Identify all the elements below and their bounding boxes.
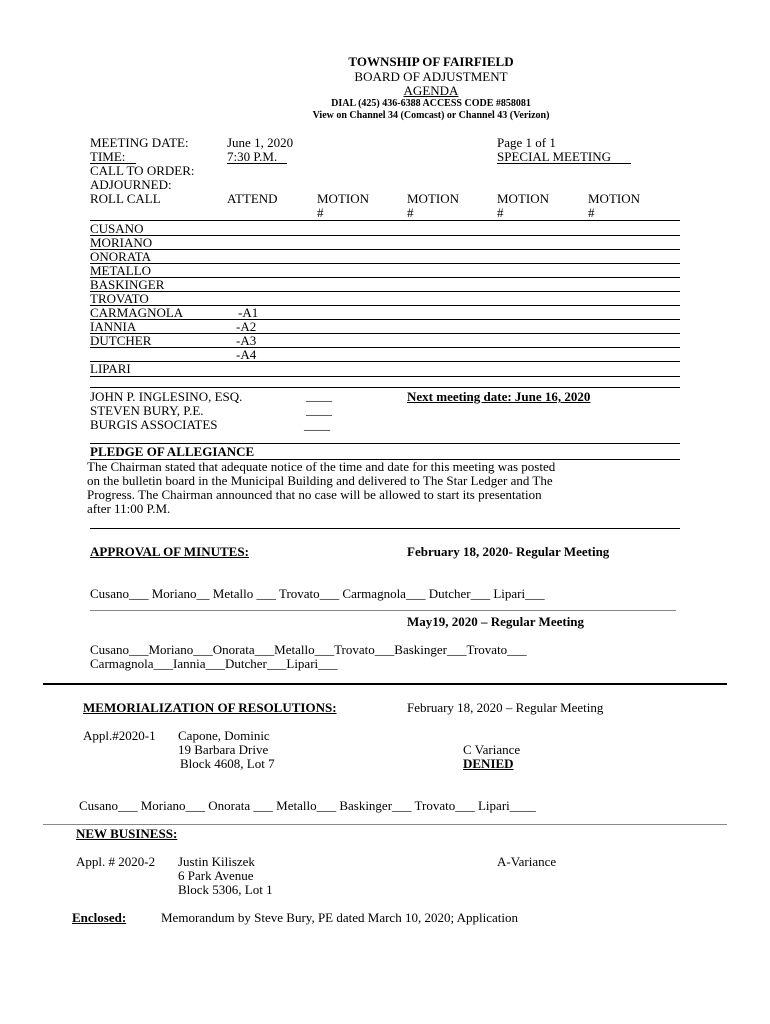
motion-hash-3: # xyxy=(497,205,504,220)
roll-member: CUSANO xyxy=(90,221,144,236)
roll-call-label: ROLL CALL xyxy=(90,191,161,206)
professional-engineer: STEVEN BURY, P.E. xyxy=(90,403,204,418)
decision-denied: DENIED xyxy=(463,756,514,771)
pledge-text-line: Progress. The Chairman announced that no case will be allowed to start its presentation xyxy=(87,487,542,502)
dial-info: DIAL (425) 436-6388 ACCESS CODE #858081 xyxy=(331,98,531,109)
memorialization-vote: Cusano___ Moriano___ Onorata ___ Metallo___ Baskinger___ Trovato___ Lipari____ xyxy=(79,798,536,813)
meeting-date-value: June 1, 2020 xyxy=(227,135,294,150)
attendance-blank: ____ xyxy=(306,388,332,403)
roll-member: BASKINGER xyxy=(90,277,165,292)
title-township: TOWNSHIP OF FAIRFIELD xyxy=(348,54,514,69)
minutes-vote-1: Cusano___ Moriano__ Metallo ___ Trovato___ Carmagnola___ Dutcher___ Lipari___ xyxy=(90,586,545,601)
roll-member: METALLO xyxy=(90,263,152,278)
application-number: Appl. # 2020-2 xyxy=(76,854,156,869)
time-label: TIME: xyxy=(90,149,126,164)
roll-member: LIPARI xyxy=(90,361,131,376)
special-meeting: SPECIAL MEETING xyxy=(497,149,611,164)
new-business-heading: NEW BUSINESS: xyxy=(76,826,178,841)
next-meeting-date: Next meeting date: June 16, 2020 xyxy=(407,389,591,404)
attend-header: ATTEND xyxy=(227,191,278,206)
variance-type: C Variance xyxy=(463,742,521,757)
motion-hash-4: # xyxy=(588,205,595,220)
pledge-text-line: The Chairman stated that adequate notice of the time and date for this meeting was posted xyxy=(87,459,556,474)
professional-attorney: JOHN P. INGLESINO, ESQ. xyxy=(90,389,243,404)
channel-info: View on Channel 34 (Comcast) or Channel 43 (Verizon) xyxy=(312,110,550,121)
motion-hash-1: # xyxy=(317,205,324,220)
minutes-heading: APPROVAL OF MINUTES: xyxy=(90,544,249,559)
time-value: 7:30 P.M. xyxy=(227,149,278,164)
pledge-heading: PLEDGE OF ALLEGIANCE xyxy=(90,444,255,459)
alternate-label: -A1 xyxy=(238,305,259,320)
applicant-name: Justin Kiliszek xyxy=(178,854,255,869)
pledge-text-line: after 11:00 P.M. xyxy=(87,501,171,516)
page-number: Page 1 of 1 xyxy=(497,135,556,150)
roll-member: IANNIA xyxy=(90,319,137,334)
title-board: BOARD OF ADJUSTMENT xyxy=(354,69,508,84)
call-to-order-label: CALL TO ORDER: xyxy=(90,163,195,178)
block-lot: Block 5306, Lot 1 xyxy=(178,882,273,897)
professional-planner: BURGIS ASSOCIATES xyxy=(90,417,218,432)
alternate-label: -A3 xyxy=(236,333,257,348)
motion-header-1: MOTION xyxy=(317,191,369,206)
applicant-name: Capone, Dominic xyxy=(178,728,270,743)
applicant-address: 6 Park Avenue xyxy=(178,868,254,883)
alternate-label: -A2 xyxy=(236,319,257,334)
applicant-address: 19 Barbara Drive xyxy=(178,742,269,757)
minutes-meeting-2: May19, 2020 – Regular Meeting xyxy=(407,614,585,629)
memorialization-meeting: February 18, 2020 – Regular Meeting xyxy=(407,700,604,715)
roll-member: MORIANO xyxy=(90,235,153,250)
attendance-blank: ____ xyxy=(306,402,332,417)
memorialization-heading: MEMORIALIZATION OF RESOLUTIONS: xyxy=(83,700,337,715)
minutes-meeting-1: February 18, 2020- Regular Meeting xyxy=(407,544,610,559)
motion-header-4: MOTION xyxy=(588,191,640,206)
roll-member: DUTCHER xyxy=(90,333,152,348)
roll-member: TROVATO xyxy=(90,291,149,306)
motion-hash-2: # xyxy=(407,205,414,220)
minutes-vote-2b: Carmagnola___Iannia___Dutcher___Lipari___ xyxy=(90,656,338,671)
application-number: Appl.#2020-1 xyxy=(83,728,156,743)
roll-member: CARMAGNOLA xyxy=(90,305,184,320)
motion-header-2: MOTION xyxy=(407,191,459,206)
variance-type: A-Variance xyxy=(497,854,557,869)
meeting-date-label: MEETING DATE: xyxy=(90,135,189,150)
enclosed-text: Memorandum by Steve Bury, PE dated March 10, 2020; Application xyxy=(161,910,518,925)
adjourned-label: ADJOURNED: xyxy=(90,177,172,192)
pledge-text-line: on the bulletin board in the Municipal Building and delivered to The Star Ledger and The xyxy=(87,473,553,488)
alternate-label: -A4 xyxy=(236,347,257,362)
title-agenda: AGENDA xyxy=(403,83,459,98)
attendance-blank: ____ xyxy=(304,417,330,432)
roll-member: ONORATA xyxy=(90,249,152,264)
enclosed-label: Enclosed: xyxy=(72,910,127,925)
minutes-vote-2a: Cusano___Moriano___Onorata___Metallo___Trovato___Baskinger___Trovato___ xyxy=(90,642,527,657)
motion-header-3: MOTION xyxy=(497,191,549,206)
block-lot: Block 4608, Lot 7 xyxy=(180,756,275,771)
